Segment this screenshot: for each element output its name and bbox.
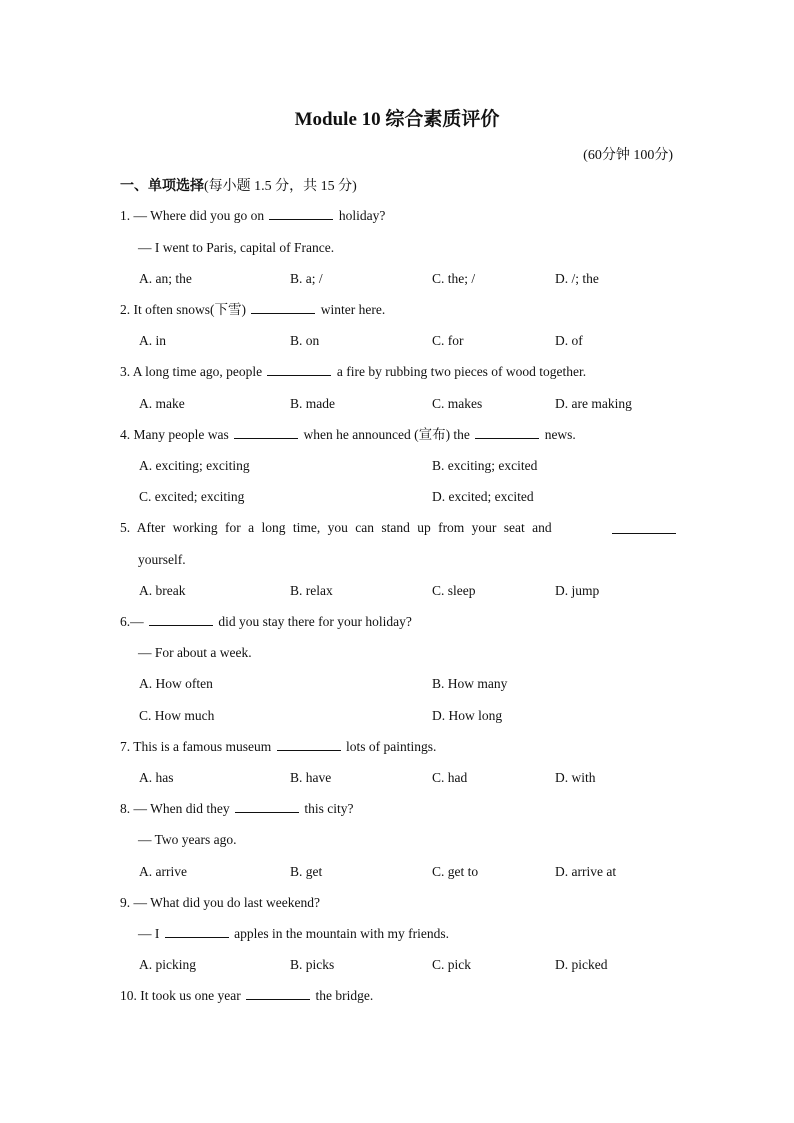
answer-blank [269, 207, 333, 220]
answer-blank [267, 363, 331, 376]
option-d: D. How long [432, 708, 503, 723]
section-heading [120, 175, 357, 195]
question-6: 6.— did you stay there for your holiday? [120, 614, 412, 629]
question-4: 4. Many people was when he announced (宣布) the news. [120, 427, 576, 442]
question-5-continued: yourself. [138, 552, 186, 567]
answer-blank [235, 800, 299, 813]
option-a: A. break [139, 583, 186, 598]
option-b: B. made [290, 396, 335, 411]
answer-blank [277, 738, 341, 751]
question-2: 2. It often snows(下雪) winter here. [120, 302, 386, 317]
option-c: C. for [432, 333, 464, 348]
answer-blank [251, 301, 315, 314]
option-a: A. exciting; exciting [139, 458, 250, 473]
question-7: 7. This is a famous museum lots of paintings. [120, 739, 437, 754]
option-c: C. had [432, 770, 468, 785]
option-c: C. makes [432, 396, 483, 411]
option-d: D. picked [555, 957, 608, 972]
section-heading-points: (每小题 1.5 分，共 15 分) [204, 179, 357, 194]
option-d: D. of [555, 333, 583, 348]
question-9-reply: — I apples in the mountain with my friends. [138, 926, 449, 941]
page-title: Module 10 综合素质评价 [294, 109, 500, 130]
option-a: A. an; the [139, 271, 192, 286]
option-d: D. are making [555, 396, 632, 411]
option-c: C. pick [432, 957, 471, 972]
option-d: D. excited; excited [432, 489, 534, 504]
option-c: C. How much [139, 708, 215, 723]
option-b: B. picks [290, 957, 335, 972]
question-8-reply: — Two years ago. [138, 832, 237, 847]
question-10: 10. It took us one year the bridge. [120, 988, 374, 1003]
option-b: B. get [290, 864, 323, 879]
question-1: 1. — Where did you go on holiday? [120, 208, 386, 223]
option-a: A. How often [139, 676, 213, 691]
option-b: B. have [290, 770, 332, 785]
option-b: B. How many [432, 676, 508, 691]
answer-blank [165, 925, 229, 938]
section-heading-label: 一、单项选择 [120, 179, 204, 194]
option-d: D. with [555, 770, 596, 785]
option-a: A. arrive [139, 864, 187, 879]
answer-blank [149, 613, 213, 626]
option-d: D. arrive at [555, 864, 617, 879]
question-5: 5. After working for a long time, you can stand up from your seat and [120, 520, 552, 535]
option-b: B. on [290, 333, 320, 348]
option-a: A. picking [139, 957, 196, 972]
option-a: A. make [139, 396, 185, 411]
option-c: C. sleep [432, 583, 476, 598]
time-note: (60分钟 100分) [583, 148, 673, 163]
question-1-reply: — I went to Paris, capital of France. [138, 240, 335, 255]
option-c: C. excited; exciting [139, 489, 245, 504]
answer-blank [475, 426, 539, 439]
option-b: B. exciting; excited [432, 458, 538, 473]
answer-blank [246, 987, 310, 1000]
question-6-reply: — For about a week. [138, 645, 252, 660]
answer-blank [234, 426, 298, 439]
option-a: A. in [139, 333, 166, 348]
option-d: D. jump [555, 583, 600, 598]
option-c: C. the; / [432, 271, 476, 286]
answer-blank [612, 521, 676, 534]
option-b: B. a; / [290, 271, 323, 286]
question-8: 8. — When did they this city? [120, 801, 354, 816]
option-c: C. get to [432, 864, 479, 879]
option-a: A. has [139, 770, 174, 785]
question-3: 3. A long time ago, people a fire by rubbing two pieces of wood together. [120, 364, 587, 379]
question-9: 9. — What did you do last weekend? [120, 895, 320, 910]
option-b: B. relax [290, 583, 333, 598]
option-d: D. /; the [555, 271, 599, 286]
